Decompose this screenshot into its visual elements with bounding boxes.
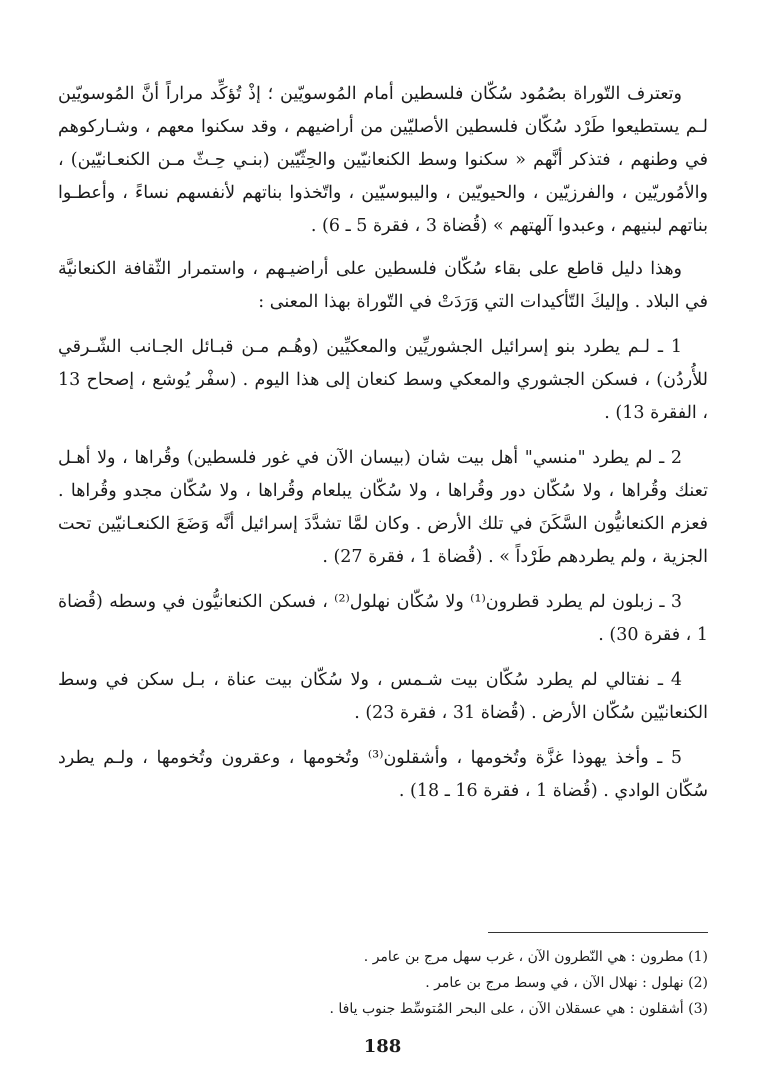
footnote-divider	[488, 932, 708, 933]
footnote-3: (3) أشقلون : هي عسقلان الآن ، على البحر المُتوسِّط جنوب يافا .	[329, 1001, 708, 1017]
paragraph-item-1: 1 ـ لـم يطرد بنو إسرائيل الجشوريِّين والمعكيِّين (وهُـم مـن قبـائل الجـانب الشّـرقي للأُردُن) ، فسكن الجشوري والمعكي وسط كنعان إلى هذا اليوم . (سفْر يُوشع ، إصحاح 13 ، الفقرة 13) .	[58, 337, 708, 423]
paragraph-item-2: 2 ـ لم يطرد "منسي" أهل بيت شان (بيسان الآن في غور فلسطين) وقُراها ، ولا أهـل تعنك وقُراها ، ولا سُكّان دور وقُراها ، ولا سُكّان يبلعام وقُراها ، ولا سُكّان مجدو وقُراها . فعزم الكنعانيُّون السَّكَنَ في تلك الأرض . وكان لمَّا تشدَّدَ إسرائيل أنَّه وَضَعَ الكنعـانيّين تحت الجزية ، ولم يطردهم طَرْداً » . (قُضاة 1 ، فقرة 27) .	[58, 448, 708, 567]
main-text	[58, 78, 708, 820]
paragraph-item-3: 3 ـ زبلون لم يطرد قطرون⁽¹⁾ ولا سُكّان نهلول⁽²⁾ ، فسكن الكنعانيُّون في وسطه (قُضاة 1 ، فقرة 30) .	[58, 592, 708, 645]
paragraph-intro: وتعترف التّوراة بصُمُود سُكّان فلسطين أمام المُوسويّين ؛ إذْ تُؤكِّد مراراً أنَّ المُوسويّين لـم يستطيعوا طَرْد سُكّان فلسطين الأصليّين من أراضيهم ، وقد سكنوا معهم ، وشـاركوهم في وطنهم ، فتذكر أنَّهم « سكنوا وسط الكنعانيّين والحِثّيّين (بنـي حِـثّ مـن الكنعـانيّين) ، والأمُوريّين ، والفرزيّين ، والحيويّين ، واليبوسيّين ، واتّخذوا بناتهم لأنفسهم نساءً ، وأعطـوا بناتهم لبنيهم ، وعبدوا آلهتهم » (قُضاة 3 ، فقرة 5 ـ 6) .	[58, 84, 708, 236]
page-number: 188	[363, 1036, 402, 1057]
footnote-1: (1) مطرون : هي النّطرون الآن ، غرب سهل مرج بن عامر .	[363, 949, 708, 965]
paragraph-item-4: 4 ـ نفتالي لم يطرد سُكّان بيت شـمس ، ولا سُكّان بيت عناة ، بـل سكن في وسط الكنعانيّين سُكّان الأرض . (قُضاة 31 ، فقرة 23) .	[58, 670, 708, 723]
paragraph-item-5: 5 ـ وأخذ يهوذا غزَّة وتُخومها ، وأشقلون⁽³⁾ وتُخومها ، وعقرون وتُخومها ، ولـم يطرد سُكّان الوادي . (قُضاة 1 ، فقرة 16 ـ 18) .	[58, 748, 708, 801]
footnote-2: (2) نهلول : نهلال الآن ، في وسط مرج بن عامر .	[425, 975, 708, 991]
footnotes	[58, 944, 708, 1022]
paragraph-evidence: وهذا دليل قاطع على بقاء سُكّان فلسطين على أراضيـهم ، واستمرار الثّقافة الكنعانيَّة في البلاد . وإليكَ التّأكيدات التي وَرَدَتْ في التّوراة بهذا المعنى :	[58, 259, 708, 312]
